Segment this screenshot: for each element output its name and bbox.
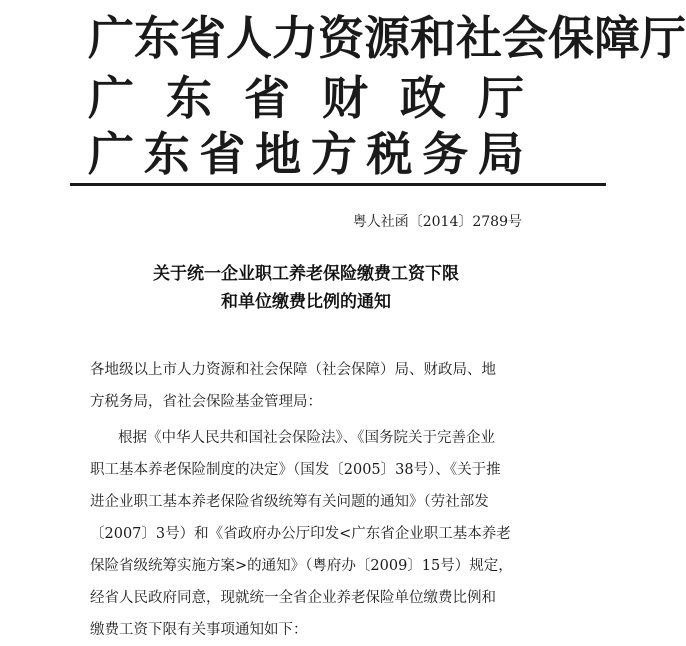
issuer-char: 局 — [477, 127, 524, 181]
issuer-char: 人 — [226, 11, 272, 65]
header-divider — [70, 183, 606, 186]
issuer-char: 省 — [199, 127, 246, 181]
issuer-line-hrss — [88, 11, 686, 65]
issuer-line-finance — [88, 71, 524, 125]
issuer-char: 厅 — [640, 11, 686, 65]
body-line: 经省人民政府同意，现就统一全省企业养老保险单位缴费比例和 — [90, 590, 496, 606]
issuer-char: 保 — [548, 11, 594, 65]
issuer-char: 税 — [366, 127, 413, 181]
issuer-char: 方 — [310, 127, 357, 181]
issuer-char: 东 — [134, 11, 180, 65]
recipients-line: 各地级以上市人力资源和社会保障（社会保障）局、财政局、地 — [90, 362, 496, 378]
issuer-char: 和 — [410, 11, 456, 65]
issuer-char: 务 — [422, 127, 469, 181]
issuer-char: 广 — [88, 11, 134, 65]
issuer-char: 省 — [180, 11, 226, 65]
title-line: 关于统一企业职工养老保险缴费工资下限 — [153, 264, 459, 284]
issuer-line-tax — [88, 127, 524, 181]
body-line: 缴费工资下限有关事项通知如下： — [90, 622, 308, 638]
issuer-char: 政 — [400, 71, 446, 125]
issuer-char: 财 — [322, 71, 368, 125]
body-paragraph — [90, 422, 526, 646]
issuer-char: 地 — [255, 127, 302, 181]
recipients-line: 方税务局，省社会保险基金管理局： — [90, 394, 322, 410]
issuer-char: 广 — [88, 71, 134, 125]
document-title — [90, 260, 522, 316]
title-line: 和单位缴费比例的通知 — [221, 292, 391, 312]
body-line: 进企业职工基本养老保险省级统筹有关问题的通知》（劳社部发 — [90, 494, 489, 510]
issuer-char: 社 — [456, 11, 502, 65]
issuer-char: 源 — [364, 11, 410, 65]
issuer-char: 省 — [244, 71, 290, 125]
document-number: 粤人社函〔2014〕2789号 — [352, 214, 522, 230]
issuer-char: 东 — [166, 71, 212, 125]
issuer-char: 资 — [318, 11, 364, 65]
issuer-char: 障 — [594, 11, 640, 65]
issuer-char: 会 — [502, 11, 548, 65]
issuer-char: 广 — [88, 127, 134, 181]
body-line: 根据《中华人民共和国社会保险法》、《国务院关于完善企业 — [118, 430, 495, 446]
body-line: 保险省级统筹实施方案>的通知》（粤府办〔2009〕15号）规定， — [90, 558, 513, 574]
issuer-char: 力 — [272, 11, 318, 65]
issuer-char: 厅 — [478, 71, 524, 125]
recipients — [90, 354, 526, 418]
issuer-char: 东 — [143, 127, 190, 181]
body-line: 〔2007〕3号）和《省政府办公厅印发<广东省企业职工基本养老 — [90, 526, 511, 542]
body-line: 职工基本养老保险制度的决定》（国发〔2005〕38号）、《关于推 — [90, 462, 501, 478]
